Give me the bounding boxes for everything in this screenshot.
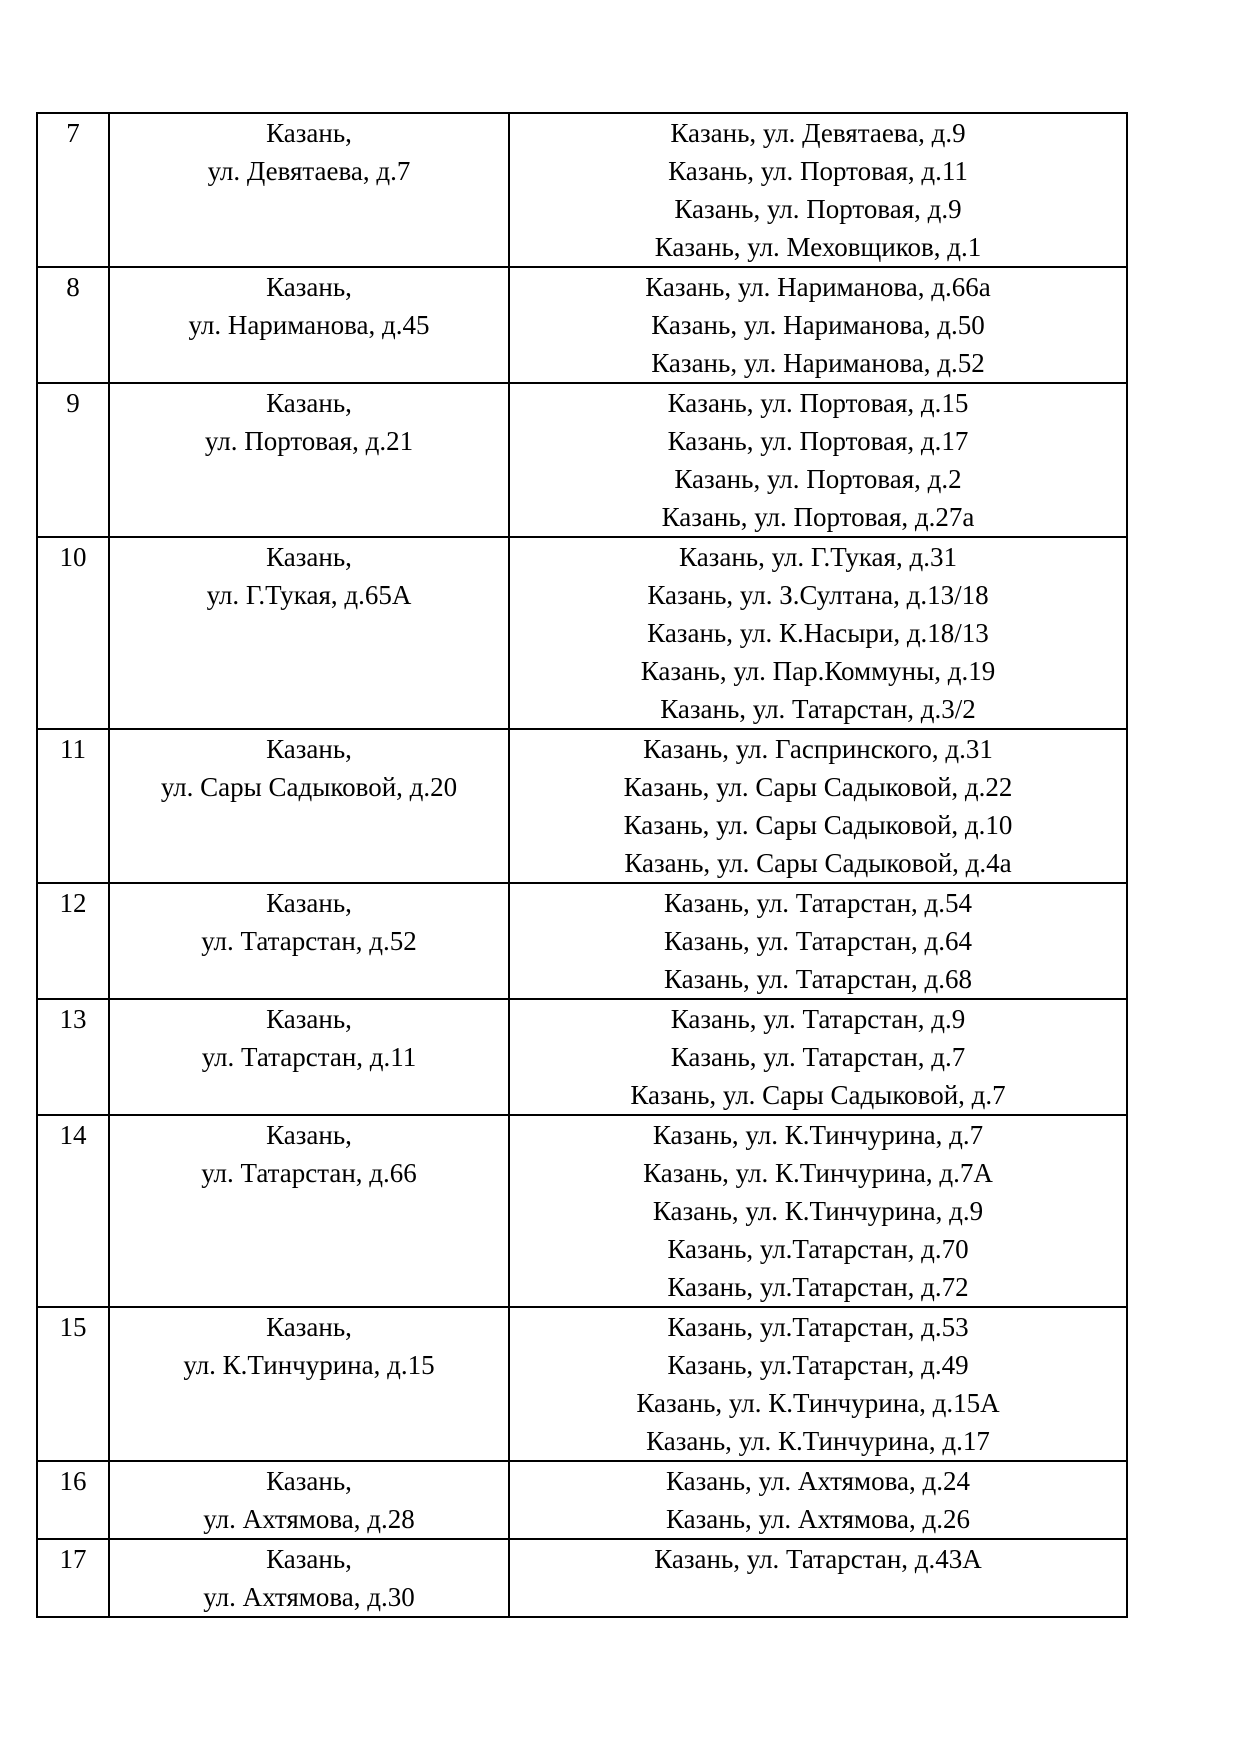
table-row <box>37 1115 1127 1307</box>
table-row <box>37 729 1127 883</box>
main-address-line: Казань, <box>266 1544 352 1574</box>
table-row <box>37 1539 1127 1617</box>
row-number-cell <box>37 729 109 883</box>
linked-address-line: Казань, ул. Татарстан, д.3/2 <box>660 694 976 724</box>
linked-address-line: Казань, ул.Татарстан, д.53 <box>667 1312 969 1342</box>
row-number-cell <box>37 267 109 383</box>
linked-address-line: Казань, ул. Меховщиков, д.1 <box>654 232 982 262</box>
main-address-cell <box>109 1539 509 1617</box>
row-number: 8 <box>66 272 80 302</box>
row-number-cell <box>37 1539 109 1617</box>
linked-address-line: Казань, ул. Пар.Коммуны, д.19 <box>640 656 996 686</box>
main-address-line: ул. Ахтямова, д.30 <box>203 1582 415 1612</box>
main-address-line: ул. Портовая, д.21 <box>204 426 414 456</box>
main-address-line: ул. Татарстан, д.52 <box>201 926 417 956</box>
table-row <box>37 883 1127 999</box>
main-address-line: ул. Татарстан, д.66 <box>201 1158 417 1188</box>
table-row <box>37 537 1127 729</box>
row-number-cell <box>37 1307 109 1461</box>
table-row <box>37 383 1127 537</box>
linked-address-line: Казань, ул. Нариманова, д.50 <box>651 310 985 340</box>
row-number-cell <box>37 999 109 1115</box>
linked-address-line: Казань, ул. Портовая, д.15 <box>667 388 969 418</box>
linked-address-line: Казань, ул. Портовая, д.11 <box>668 156 968 186</box>
main-address-cell <box>109 729 509 883</box>
linked-address-line: Казань, ул. Нариманова, д.52 <box>651 348 985 378</box>
main-address-line: Казань, <box>266 542 352 572</box>
row-number: 17 <box>59 1544 87 1574</box>
linked-address-line: Казань, ул. Татарстан, д.64 <box>663 926 973 956</box>
linked-address-line: Казань, ул. Портовая, д.9 <box>674 194 962 224</box>
linked-address-line: Казань, ул. Сары Садыковой, д.22 <box>623 772 1013 802</box>
linked-address-line: Казань, ул. Татарстан, д.68 <box>663 964 973 994</box>
linked-address-line: Казань, ул. З.Султана, д.13/18 <box>647 580 989 610</box>
linked-address-line: Казань, ул. Нариманова, д.66а <box>645 272 991 302</box>
linked-address-line: Казань, ул. Г.Тукая, д.31 <box>679 542 957 572</box>
linked-address-line: Казань, ул. Ахтямова, д.24 <box>666 1466 970 1496</box>
table-row <box>37 113 1127 267</box>
linked-address-line: Казань, ул. Ахтямова, д.26 <box>666 1504 970 1534</box>
table-body <box>37 113 1127 1617</box>
table-row <box>37 999 1127 1115</box>
main-address-line: Казань, <box>266 1004 352 1034</box>
main-address-cell <box>109 1115 509 1307</box>
main-address-line: ул. Г.Тукая, д.65А <box>206 580 412 610</box>
main-address-cell <box>109 113 509 267</box>
linked-addresses-cell <box>509 1307 1127 1461</box>
linked-address-line: Казань, ул.Татарстан, д.49 <box>667 1350 969 1380</box>
table-row <box>37 1307 1127 1461</box>
linked-address-line: Казань, ул. К.Тинчурина, д.7А <box>643 1158 993 1188</box>
main-address-cell <box>109 267 509 383</box>
main-address-cell <box>109 1461 509 1539</box>
main-address-cell <box>109 383 509 537</box>
row-number: 15 <box>59 1312 87 1342</box>
row-number: 14 <box>59 1120 87 1150</box>
row-number: 12 <box>59 888 87 918</box>
linked-address-line: Казань, ул. Сары Садыковой, д.7 <box>630 1080 1006 1110</box>
linked-address-line: Казань, ул. К.Насыри, д.18/13 <box>647 618 989 648</box>
linked-address-line: Казань, ул. К.Тинчурина, д.9 <box>652 1196 984 1226</box>
linked-address-line: Казань, ул. Сары Садыковой, д.4а <box>624 848 1012 878</box>
main-address-line: ул. Нариманова, д.45 <box>188 310 430 340</box>
row-number-cell <box>37 383 109 537</box>
row-number: 11 <box>60 734 86 764</box>
main-address-line: ул. Татарстан, д.11 <box>201 1042 417 1072</box>
linked-address-line: Казань, ул. К.Тинчурина, д.17 <box>646 1426 990 1456</box>
main-address-line: Казань, <box>266 272 352 302</box>
main-address-cell <box>109 999 509 1115</box>
linked-address-line: Казань, ул.Татарстан, д.72 <box>667 1272 969 1302</box>
main-address-line: Казань, <box>266 734 352 764</box>
linked-addresses-cell <box>509 729 1127 883</box>
row-number: 13 <box>59 1004 87 1034</box>
row-number-cell <box>37 1115 109 1307</box>
linked-addresses-cell <box>509 999 1127 1115</box>
linked-address-line: Казань, ул. Татарстан, д.43А <box>654 1544 982 1574</box>
linked-address-line: Казань, ул. К.Тинчурина, д.7 <box>652 1120 984 1150</box>
row-number: 7 <box>66 118 80 148</box>
linked-address-line: Казань, ул. Портовая, д.17 <box>667 426 969 456</box>
row-number: 9 <box>66 388 80 418</box>
address-table <box>36 112 1128 1618</box>
linked-address-line: Казань, ул. Татарстан, д.7 <box>670 1042 966 1072</box>
main-address-line: Казань, <box>266 888 352 918</box>
main-address-cell <box>109 1307 509 1461</box>
linked-addresses-cell <box>509 383 1127 537</box>
linked-addresses-cell <box>509 537 1127 729</box>
row-number-cell <box>37 1461 109 1539</box>
main-address-cell <box>109 883 509 999</box>
linked-addresses-cell <box>509 883 1127 999</box>
linked-address-line: Казань, ул. К.Тинчурина, д.15А <box>636 1388 1000 1418</box>
linked-address-line: Казань, ул.Татарстан, д.70 <box>667 1234 969 1264</box>
row-number-cell <box>37 537 109 729</box>
linked-addresses-cell <box>509 267 1127 383</box>
row-number-cell <box>37 883 109 999</box>
linked-addresses-cell <box>509 1115 1127 1307</box>
table-row <box>37 267 1127 383</box>
main-address-line: Казань, <box>266 388 352 418</box>
table-row <box>37 1461 1127 1539</box>
linked-address-line: Казань, ул. Портовая, д.2 <box>674 464 962 494</box>
main-address-line: Казань, <box>266 118 352 148</box>
main-address-line: ул. Девятаева, д.7 <box>207 156 411 186</box>
linked-addresses-cell <box>509 1539 1127 1617</box>
linked-address-line: Казань, ул. Сары Садыковой, д.10 <box>623 810 1013 840</box>
row-number: 16 <box>59 1466 87 1496</box>
linked-address-line: Казань, ул. Гаспринского, д.31 <box>643 734 993 764</box>
linked-address-line: Казань, ул. Девятаева, д.9 <box>670 118 966 148</box>
main-address-line: ул. Ахтямова, д.28 <box>203 1504 415 1534</box>
main-address-cell <box>109 537 509 729</box>
row-number-cell <box>37 113 109 267</box>
linked-addresses-cell <box>509 113 1127 267</box>
linked-address-line: Казань, ул. Портовая, д.27а <box>661 502 975 532</box>
linked-address-line: Казань, ул. Татарстан, д.9 <box>670 1004 966 1034</box>
row-number: 10 <box>59 542 87 572</box>
linked-address-line: Казань, ул. Татарстан, д.54 <box>663 888 973 918</box>
linked-addresses-cell <box>509 1461 1127 1539</box>
main-address-line: Казань, <box>266 1312 352 1342</box>
main-address-line: Казань, <box>266 1120 352 1150</box>
main-address-line: ул. Сары Садыковой, д.20 <box>160 772 458 802</box>
main-address-line: ул. К.Тинчурина, д.15 <box>183 1350 435 1380</box>
main-address-line: Казань, <box>266 1466 352 1496</box>
